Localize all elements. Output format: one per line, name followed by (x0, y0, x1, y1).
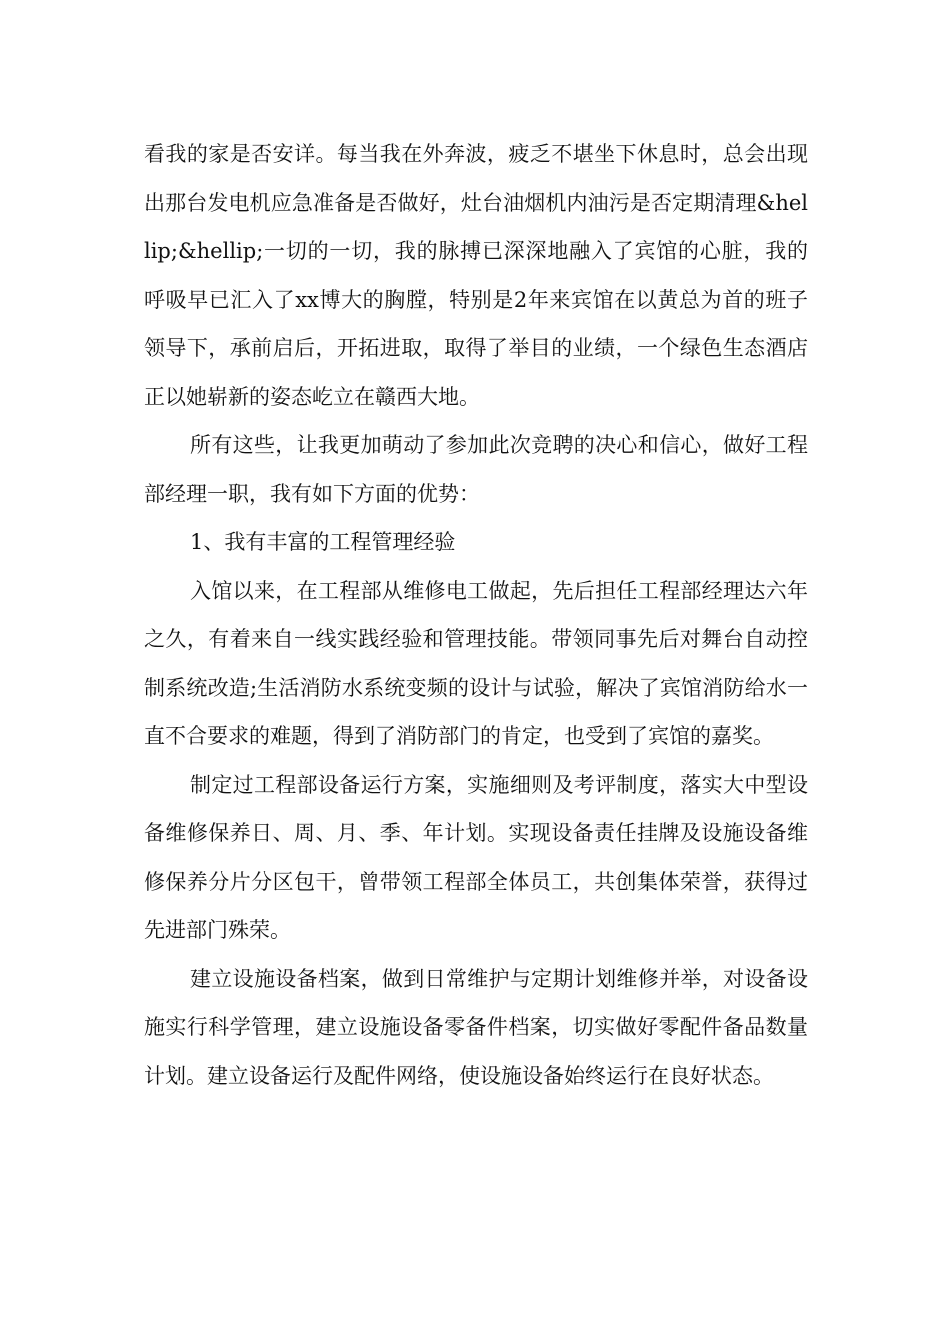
document-body (144, 130, 808, 1100)
paragraph-5: 建立设施设备档案，做到日常维护与定期计划维修并举，对设备设施实行科学管理，建立设施设备零备件档案，切实做好零配件备品数量计划。建立设备运行及配件网络，使设施设备始终运行在良好状态。 (144, 966, 808, 1088)
paragraph-2: 所有这些，让我更加萌动了参加此次竞聘的决心和信心，做好工程部经理一职，我有如下方面的优势： (144, 433, 808, 506)
paragraph-4: 制定过工程部设备运行方案，实施细则及考评制度，落实大中型设备维修保养日、周、月、季、年计划。实现设备责任挂牌及设施设备维修保养分片分区包干，曾带领工程部全体员工，共创集体荣誉，获得过先进部门殊荣。 (144, 772, 808, 942)
paragraph-3: 入馆以来，在工程部从维修电工做起，先后担任工程部经理达六年之久，有着来自一线实践经验和管理技能。带领同事先后对舞台自动控制系统改造;生活消防水系统变频的设计与试验，解决了宾馆消防给水一直不合要求的难题，得到了消防部门的肯定，也受到了宾馆的嘉奖。 (144, 578, 808, 748)
section-heading-1: 1、我有丰富的工程管理经验 (190, 530, 456, 554)
paragraph-1: 看我的家是否安详。每当我在外奔波，疲乏不堪坐下休息时，总会出现出那台发电机应急准备是否做好，灶台油烟机内油污是否定期清理&hellip;&hellip;一切的一切，我的脉搏已深深地融入了宾馆的心脏，我的呼吸早已汇入了xx博大的胸膛，特别是2年来宾馆在以黄总为首的班子领导下，承前启后，开拓进取，取得了举目的业绩，一个绿色生态酒店正以她崭新的姿态屹立在赣西大地。 (144, 142, 808, 409)
